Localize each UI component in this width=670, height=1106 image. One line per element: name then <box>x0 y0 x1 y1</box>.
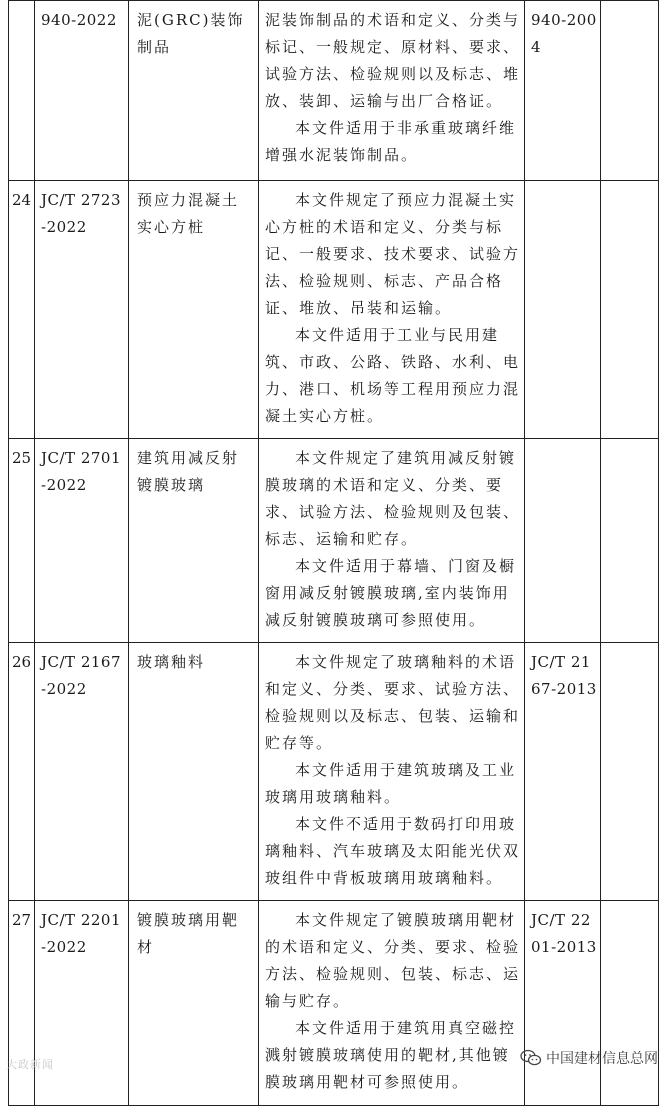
standard-code-text: JC/T 2167-2022 <box>41 653 121 698</box>
scope-paragraph: 本文件规定了预应力混凝土实心方桩的术语和定义、分类与标记、一般要求、技术要求、试验方法、检验规则、标志、产品合格证、堆放、吊装和运输。 <box>265 191 521 317</box>
row-number-text: 27 <box>11 911 32 929</box>
standard-scope <box>259 1 525 181</box>
scope-paragraph: 本文件规定了玻璃釉料的术语和定义、分类、要求、试验方法、检验规则以及标志、包装、运输和贮存等。 <box>265 653 521 752</box>
standard-code-text: JC/T 2201-2022 <box>41 911 121 956</box>
replaced-standard <box>525 643 601 901</box>
scope-paragraph: 本文件适用于建筑用真空磁控溅射镀膜玻璃使用的靶材,其他镀膜玻璃用靶材可参照使用。 <box>265 1019 517 1091</box>
source-label: 中国建材信息总网 <box>546 1051 658 1067</box>
remarks <box>601 181 659 439</box>
scope-paragraph: 本文件规定了镀膜玻璃用靶材的术语和定义、分类、要求、检验方法、检验规则、包装、标志、运输与贮存。 <box>265 911 521 1010</box>
standard-scope <box>259 901 525 1106</box>
replaced-standard-text <box>525 439 600 445</box>
replaced-standard <box>525 439 601 643</box>
row-number-text <box>9 1 34 7</box>
table-row <box>9 439 659 643</box>
standard-code <box>35 439 129 643</box>
standard-code-text: JC/T 2723-2022 <box>41 191 121 236</box>
replaced-standard <box>525 901 601 1106</box>
standard-name-text: 镀膜玻璃用靶材 <box>137 911 240 956</box>
standard-code <box>35 181 129 439</box>
standard-name <box>129 439 259 643</box>
replaced-standard <box>525 1 601 181</box>
replaced-standard-text: 940-2004 <box>531 11 597 56</box>
table-row <box>9 901 659 1106</box>
scope-paragraph: 本文件规定了建筑用减反射镀膜玻璃的术语和定义、分类、要求、试验方法、检验规则及包装、标志、运输和贮存。 <box>265 449 521 548</box>
table-row <box>9 1 659 181</box>
remarks <box>601 1 659 181</box>
standard-name-text: 预应力混凝土实心方桩 <box>137 191 240 236</box>
standard-name-text: 玻璃釉料 <box>137 653 206 671</box>
row-number-text: 24 <box>11 191 32 209</box>
scope-paragraph: 泥装饰制品的术语和定义、分类与标记、一般规定、原材料、要求、试验方法、检验规则以及标志、堆放、装卸、运输与出厂合格证。 <box>265 11 521 110</box>
standard-name-text: 建筑用减反射镀膜玻璃 <box>137 449 240 494</box>
standard-code <box>35 901 129 1106</box>
scope-paragraph: 本文件不适用于数码打印用玻璃釉料、汽车玻璃及太阳能光伏双玻组件中背板玻璃用玻璃釉料。 <box>265 815 521 887</box>
standard-name-text: 泥(GRC)装饰制品 <box>137 11 245 56</box>
standard-code <box>35 643 129 901</box>
standard-name <box>129 901 259 1106</box>
row-number-text: 25 <box>11 449 32 467</box>
row-number <box>9 643 35 901</box>
row-number-text: 26 <box>11 653 32 671</box>
replaced-standard-text <box>525 181 600 187</box>
table-row <box>9 643 659 901</box>
replaced-standard-text: JC/T 2167-2013 <box>531 653 597 698</box>
scope-paragraph: 本文件适用于非承重玻璃纤维增强水泥装饰制品。 <box>265 119 517 164</box>
scope-paragraph: 本文件适用于建筑玻璃及工业玻璃用玻璃釉料。 <box>265 761 517 806</box>
remarks <box>601 439 659 643</box>
remarks <box>601 901 659 1106</box>
remarks <box>601 643 659 901</box>
standard-scope <box>259 181 525 439</box>
standard-name <box>129 1 259 181</box>
standard-code-text: JC/T 2701-2022 <box>41 449 121 494</box>
watermark-right <box>520 1048 658 1068</box>
standard-name <box>129 181 259 439</box>
standard-code <box>35 1 129 181</box>
watermark-left: 大政新闻 <box>6 1058 54 1071</box>
row-number <box>9 439 35 643</box>
standard-scope <box>259 643 525 901</box>
standards-table <box>8 0 659 1106</box>
scope-paragraph: 本文件适用于幕墙、门窗及橱窗用减反射镀膜玻璃,室内装饰用减反射镀膜玻璃可参照使用。 <box>265 557 517 629</box>
row-number <box>9 181 35 439</box>
scope-paragraph: 本文件适用于工业与民用建筑、市政、公路、铁路、水利、电力、港口、机场等工程用预应力混凝土实心方桩。 <box>265 326 521 425</box>
replaced-standard-text: JC/T 2201-2013 <box>531 911 597 956</box>
table-row <box>9 181 659 439</box>
standard-name <box>129 643 259 901</box>
standard-scope <box>259 439 525 643</box>
row-number <box>9 1 35 181</box>
standard-code-text: 940-2022 <box>41 11 117 29</box>
wechat-icon <box>520 1049 542 1067</box>
replaced-standard <box>525 181 601 439</box>
row-number <box>9 901 35 1106</box>
